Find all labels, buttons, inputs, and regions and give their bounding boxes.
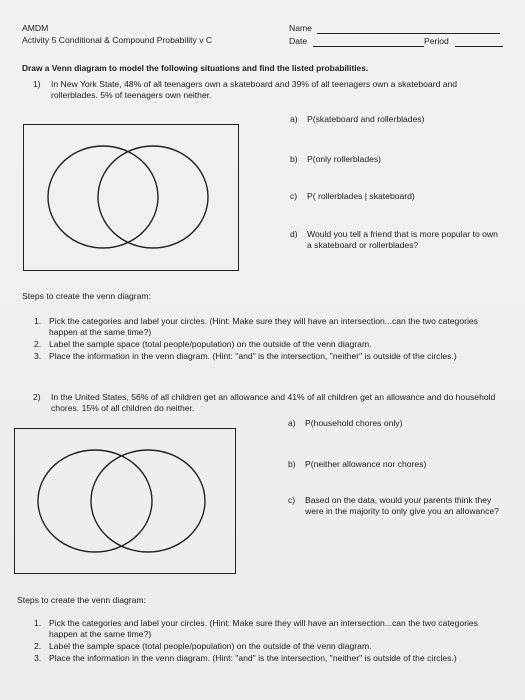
steps1-list (34, 316, 504, 363)
activity-title: Activity 5 Conditional & Compound Probability v C (22, 35, 213, 45)
problem2-number: 2) (33, 392, 41, 402)
period-label: Period (424, 36, 449, 46)
steps1-item: 2. Label the sample space (total people/population) on the outside of the venn diagram. (34, 339, 372, 349)
venn2-right-circle (91, 450, 205, 552)
q2a-text: P(household chores only) (305, 418, 403, 428)
q1c-text: P( rollerblades | skateboard) (307, 191, 415, 201)
q1a-text: P(skateboard and rollerblades) (307, 114, 425, 124)
steps1-item: 1. Pick the categories and label your circles. (Hint: Make sure they will have an intersection...can the two categories happen at the same time?) (34, 316, 478, 337)
steps2-item: 2. Label the sample space (total people/population) on the outside of the venn diagram. (34, 641, 372, 651)
date-label: Date (289, 36, 308, 46)
instructions: Draw a Venn diagram to model the following situations and find the listed probabilities. (22, 63, 369, 73)
q2b-label: b) (288, 459, 296, 469)
q2c-text: Based on the data, would your parents think they were in the majority to only give you an allowance? (305, 495, 499, 516)
q2b-text: P(neither allowance nor chores) (305, 459, 427, 469)
steps2-list (34, 618, 504, 665)
q1c-label: c) (290, 191, 298, 201)
course-title: AMDM (22, 23, 49, 33)
venn-diagram-1 (23, 124, 239, 271)
venn1-right-circle (98, 146, 208, 248)
q1b-text: P(only rollerblades) (307, 154, 382, 164)
problem1-number: 1) (33, 79, 41, 89)
q1a-label: a) (290, 114, 298, 124)
q2a-label: a) (288, 418, 296, 428)
venn-diagram-2 (14, 428, 236, 574)
date-line (313, 46, 424, 47)
q1b-label: b) (290, 154, 298, 164)
steps2-item: 1. Pick the categories and label your circles. (Hint: Make sure they will have an intersection...can the two categories happen at the same time?) (34, 618, 478, 639)
problem2-text: In the United States, 56% of all children get an allowance and 41% of all children get an allowance and do household chores. 15% of all children do neither. (51, 392, 496, 413)
steps2-title: Steps to create the venn diagram: (17, 595, 146, 605)
name-label: Name (289, 23, 312, 33)
q2c-label: c) (288, 495, 296, 505)
period-line (455, 46, 503, 47)
q1d-text: Would you tell a friend that is more popular to own a skateboard or rollerblades? (307, 229, 498, 250)
q1d-label: d) (290, 229, 298, 239)
steps2-item: 3. Place the information in the venn diagram. (Hint: "and" is the intersection, "neither" is outside of the circles.) (34, 653, 457, 663)
venn2-left-circle (38, 450, 152, 552)
steps1-item: 3. Place the information in the venn diagram. (Hint: "and" is the intersection, "neither" is outside of the circles.) (34, 351, 457, 361)
name-line (317, 33, 500, 34)
venn1-left-circle (48, 146, 158, 248)
problem1-text: In New York State, 48% of all teenagers own a skateboard and 39% of all teenagers own a skateboard and rollerblades. 5% of teenagers own neither. (51, 79, 458, 100)
steps1-title: Steps to create the venn diagram: (22, 291, 151, 301)
